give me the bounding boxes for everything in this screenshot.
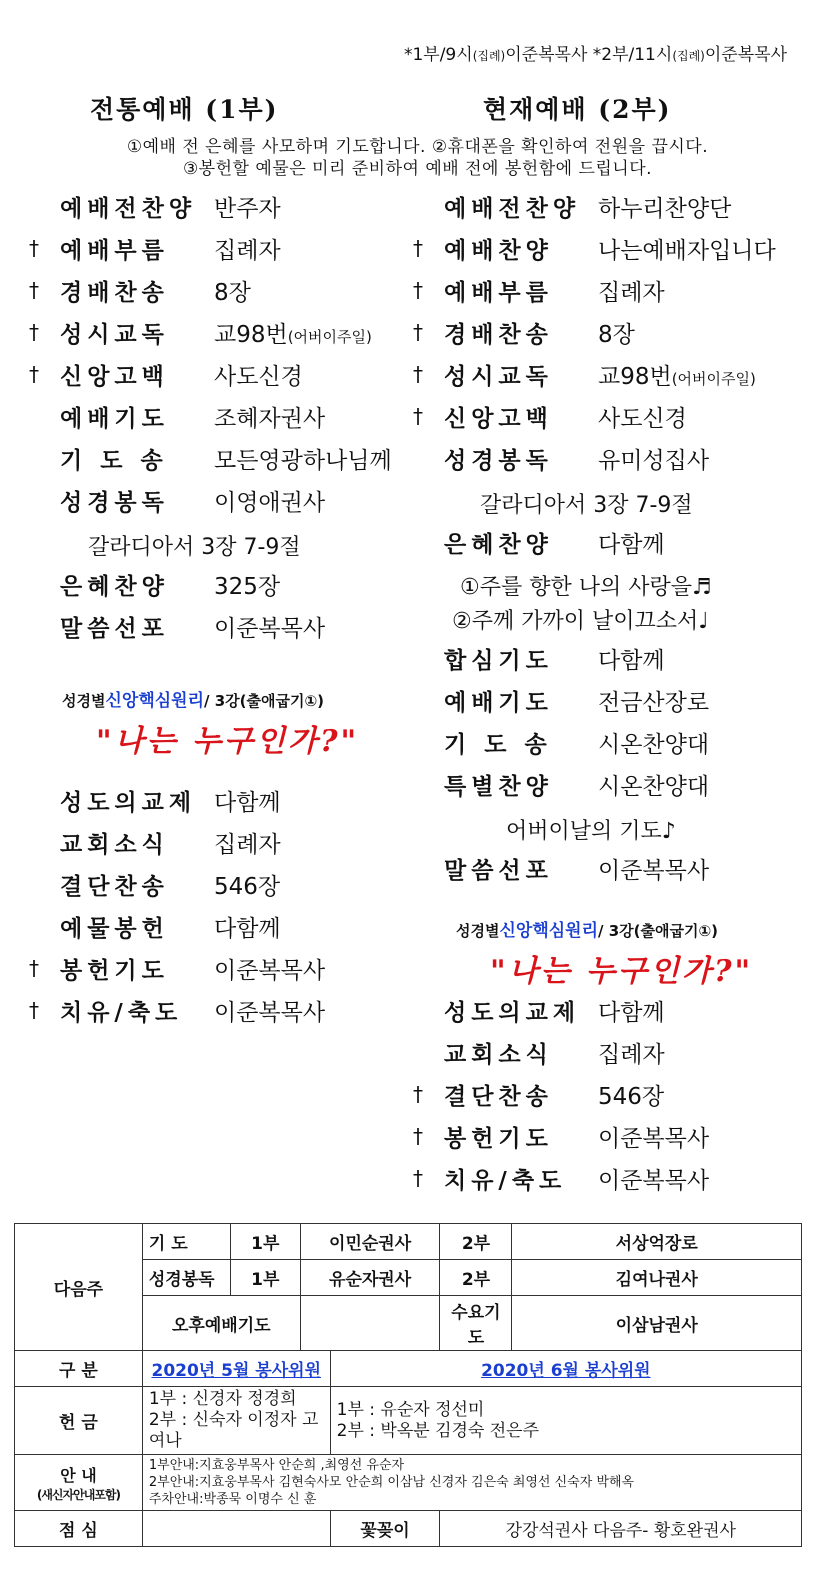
worship-item-label: 결단찬송 <box>444 1084 553 1110</box>
worship-item <box>60 826 281 866</box>
worship-item <box>60 442 392 482</box>
worship-item-label: 치유/축도 <box>60 1000 183 1026</box>
worship-item-value: 이영애권사 <box>214 490 326 516</box>
worship-item-value: 이준복목사 <box>214 958 326 984</box>
worship-item <box>413 358 756 398</box>
reading-name2: 김여나권사 <box>512 1260 802 1296</box>
sermon-series <box>62 686 324 711</box>
worship-item <box>413 1120 710 1160</box>
reading-part2: 2부 <box>440 1260 512 1296</box>
notice-line-1: ①예배 전 은혜를 사모하며 기도합니다. ②휴대폰을 확인하여 전원을 끕시다. <box>126 137 709 157</box>
series-blue: 신앙핵심원리 <box>499 921 599 941</box>
cross-mark: † <box>29 362 39 386</box>
volunteer-table <box>14 1223 802 1547</box>
worship-item-label: 기 도 송 <box>60 448 168 474</box>
category-label: 구 분 <box>15 1351 143 1387</box>
worship-item <box>444 642 665 682</box>
worship-item-label: 신앙고백 <box>60 364 169 390</box>
prayer-name2: 서상억장로 <box>512 1224 802 1260</box>
worship-item-value: 반주자 <box>214 196 281 222</box>
cross-mark: † <box>413 404 423 428</box>
worship-item <box>60 568 280 608</box>
guide-line-2: 2부안내:지효웅부목사 김현숙사모 안순희 이삼남 신경자 김은숙 최영선 신숙자 박해옥 <box>148 1475 635 1490</box>
worship-item-note: (어버이주일) <box>287 328 372 346</box>
worship-item-label: 예배기도 <box>60 406 169 432</box>
worship-item-value: 사도신경 <box>214 364 303 390</box>
june-volunteers-heading[interactable]: 2020년 6월 봉사위원 <box>481 1361 651 1381</box>
prayer-label: 기 도 <box>142 1224 230 1260</box>
worship-item-label: 예물봉헌 <box>60 916 169 942</box>
worship-item <box>413 232 776 272</box>
cross-mark: † <box>413 236 423 260</box>
cross-mark: † <box>29 278 39 302</box>
worship-item-label: 교회소식 <box>444 1042 553 1068</box>
worship-item-value: 시온찬양대 <box>598 732 710 758</box>
cross-mark: † <box>29 236 39 260</box>
worship-item <box>29 994 326 1034</box>
worship-item-value: 전금산장로 <box>598 690 710 716</box>
worship-item-label: 경배찬송 <box>60 280 169 306</box>
lunch-label: 점 심 <box>15 1511 143 1547</box>
worship-item-value: 546장 <box>214 874 281 900</box>
may-volunteers-heading[interactable]: 2020년 5월 봉사위원 <box>151 1361 321 1381</box>
sermon-title: "나는 누구인가?" <box>96 724 360 759</box>
worship-item-label: 특별찬양 <box>444 774 553 800</box>
hymn-1: ①주를 향한 나의 사랑을♬ <box>460 575 712 600</box>
worship-item <box>413 274 665 314</box>
worship-item-label: 성경봉독 <box>444 448 553 474</box>
worship-item-value: 하누리찬양단 <box>598 196 732 222</box>
worship-item-label: 성경봉독 <box>60 490 169 516</box>
cross-mark: † <box>29 320 39 344</box>
worship-item-value: 집례자 <box>214 832 281 858</box>
worship-item-value: 시온찬양대 <box>598 774 710 800</box>
worship-item-value: 다함께 <box>598 1000 665 1026</box>
cross-mark: † <box>413 278 423 302</box>
hymn-2: ②주께 가까이 날이끄소서♩ <box>452 609 709 634</box>
june-offering-line-2: 2부 : 박옥분 김경숙 전은주 <box>336 1420 540 1441</box>
worship-item-value: 집례자 <box>598 1042 665 1068</box>
worship-item <box>444 726 709 766</box>
worship-item-label: 성도의교제 <box>444 1000 581 1026</box>
worship-item <box>60 190 281 230</box>
worship-item-value: 325장 <box>214 574 281 600</box>
worship-item <box>60 400 325 440</box>
worship-item-value: 나는예배자입니다 <box>598 238 776 264</box>
worship-item <box>444 442 709 482</box>
worship-item-value: 546장 <box>598 1084 665 1110</box>
worship-item-label: 예배기도 <box>444 690 553 716</box>
worship-item <box>444 684 709 724</box>
worship-item <box>29 316 372 356</box>
worship-item-value: 다함께 <box>214 916 281 942</box>
worship-item <box>413 1078 665 1118</box>
worship-item-label: 결단찬송 <box>60 874 169 900</box>
worship-item <box>29 232 281 272</box>
series-blue: 신앙핵심원리 <box>105 691 205 711</box>
worship-item-note: (어버이주일) <box>671 370 756 388</box>
series-suffix: / 3강(출애굽기①) <box>598 922 719 940</box>
wednesday-prayer-label: 수요기도 <box>440 1296 512 1351</box>
next-week-label: 다음주 <box>15 1224 143 1351</box>
worship-item-value: 이준복목사 <box>214 616 326 642</box>
worship-item-label: 은혜찬양 <box>60 574 169 600</box>
worship-item <box>29 952 326 992</box>
reading-name1: 유순자권사 <box>300 1260 440 1296</box>
worship-item <box>60 868 280 908</box>
worship-item-label: 예배전찬양 <box>60 196 197 222</box>
worship-item-label: 합심기도 <box>444 648 553 674</box>
worship-item <box>60 484 325 524</box>
worship-item <box>444 526 665 566</box>
june-offering-line-1: 1부 : 유순자 정선미 <box>336 1399 485 1420</box>
worship-item-value: 교98번 <box>598 364 672 390</box>
worship-item-value: 8장 <box>598 322 635 348</box>
worship-item <box>29 358 303 398</box>
service2-title: 현재예배 (2부) <box>483 95 672 124</box>
worship-item-value: 8장 <box>214 280 251 306</box>
worship-item-label: 경배찬송 <box>444 322 553 348</box>
worship-item-label: 봉헌기도 <box>60 958 169 984</box>
worship-item <box>413 316 635 356</box>
worship-item-label: 예배전찬양 <box>444 196 581 222</box>
worship-item-label: 말씀선포 <box>60 616 169 642</box>
worship-item <box>444 768 709 808</box>
worship-item-label: 예배부름 <box>444 280 553 306</box>
sermon-title: "나는 누구인가?" <box>490 954 754 989</box>
worship-item-label: 예배찬양 <box>444 238 553 264</box>
worship-item-label: 신앙고백 <box>444 406 553 432</box>
worship-item-label: 성시교독 <box>60 322 169 348</box>
worship-item-label: 성도의교제 <box>60 790 197 816</box>
afternoon-prayer-label: 오후예배기도 <box>142 1296 300 1351</box>
guide-line-3: 주차안내:박종묵 이명수 신 훈 <box>148 1492 317 1507</box>
worship-item <box>413 1162 710 1202</box>
worship-item-value: 사도신경 <box>598 406 687 432</box>
worship-item-label: 기 도 송 <box>444 732 552 758</box>
worship-item-label: 성시교독 <box>444 364 553 390</box>
worship-item-label: 봉헌기도 <box>444 1126 553 1152</box>
flower-label: 꽃꽂이 <box>330 1511 440 1547</box>
series-prefix: 성경별 <box>62 692 106 710</box>
special-song-title: 어버이날의 기도♪ <box>506 819 676 844</box>
reading-label: 성경봉독 <box>142 1260 230 1296</box>
series-prefix: 성경별 <box>456 922 500 940</box>
worship-item <box>60 910 281 950</box>
prayer-name1: 이민순권사 <box>300 1224 440 1260</box>
service1-title: 전통예배 (1부) <box>90 95 279 124</box>
worship-item-value: 집례자 <box>598 280 665 306</box>
worship-item-value: 다함께 <box>598 648 665 674</box>
worship-item-value: 이준복목사 <box>598 1126 710 1152</box>
service-times-note: *1부/9시(집례)이준복목사 *2부/11시(집례)이준복목사 <box>403 45 787 65</box>
cross-mark: † <box>29 956 39 980</box>
reading-part1: 1부 <box>230 1260 300 1296</box>
cross-mark: † <box>413 320 423 344</box>
notice-line-2: ③봉헌할 예물은 미리 준비하여 예배 전에 봉헌함에 드립니다. <box>182 159 653 179</box>
worship-item-value: 조혜자권사 <box>214 406 326 432</box>
cross-mark: † <box>413 1082 423 1106</box>
scripture-reference: 갈라디아서 3장 7-9절 <box>480 493 693 518</box>
worship-item-value: 모든영광하나님께 <box>214 448 392 474</box>
cross-mark: † <box>413 1166 423 1190</box>
worship-item-label: 예배부름 <box>60 238 169 264</box>
worship-item-label: 교회소식 <box>60 832 169 858</box>
flower-value: 강강석권사 다음주- 황호완권사 <box>440 1511 802 1547</box>
worship-item <box>444 190 731 230</box>
worship-item <box>60 784 281 824</box>
guide-sublabel: (새신자안내포함) <box>36 1487 120 1502</box>
prayer-part2: 2부 <box>440 1224 512 1260</box>
prayer-part1: 1부 <box>230 1224 300 1260</box>
wednesday-prayer-value: 이삼남권사 <box>512 1296 802 1351</box>
worship-item-label: 은혜찬양 <box>444 532 553 558</box>
worship-item-value: 다함께 <box>214 790 281 816</box>
cross-mark: † <box>29 998 39 1022</box>
worship-item-value: 다함께 <box>598 532 665 558</box>
cross-mark: † <box>413 362 423 386</box>
worship-item-label: 말씀선포 <box>444 858 553 884</box>
worship-item <box>413 400 687 440</box>
guide-label: 안 내 <box>60 1465 97 1485</box>
cross-mark: † <box>413 1124 423 1148</box>
may-offering-line-2: 2부 : 신숙자 이정자 고여나 <box>148 1410 319 1451</box>
worship-item-value: 유미성집사 <box>598 448 710 474</box>
worship-item <box>444 852 709 892</box>
sermon-series <box>456 916 718 941</box>
offering-label: 헌 금 <box>15 1387 143 1455</box>
worship-item-value: 이준복목사 <box>598 1168 710 1194</box>
worship-item-value: 교98번 <box>214 322 288 348</box>
may-offering-line-1: 1부 : 신경자 정경희 <box>148 1389 297 1409</box>
worship-item <box>444 994 665 1034</box>
worship-item <box>444 1036 665 1076</box>
afternoon-prayer-value <box>300 1296 440 1351</box>
worship-item-label: 치유/축도 <box>444 1168 567 1194</box>
worship-item-value: 집례자 <box>214 238 281 264</box>
worship-item-value: 이준복목사 <box>598 858 710 884</box>
worship-item <box>29 274 251 314</box>
guide-line-1: 1부안내:지효웅부목사 안순희 ,최영선 유순자 <box>148 1458 405 1473</box>
scripture-reference: 갈라디아서 3장 7-9절 <box>88 535 301 560</box>
worship-item-value: 이준복목사 <box>214 1000 326 1026</box>
worship-item <box>60 610 325 650</box>
series-suffix: / 3강(출애굽기①) <box>204 692 325 710</box>
lunch-value <box>142 1511 330 1547</box>
